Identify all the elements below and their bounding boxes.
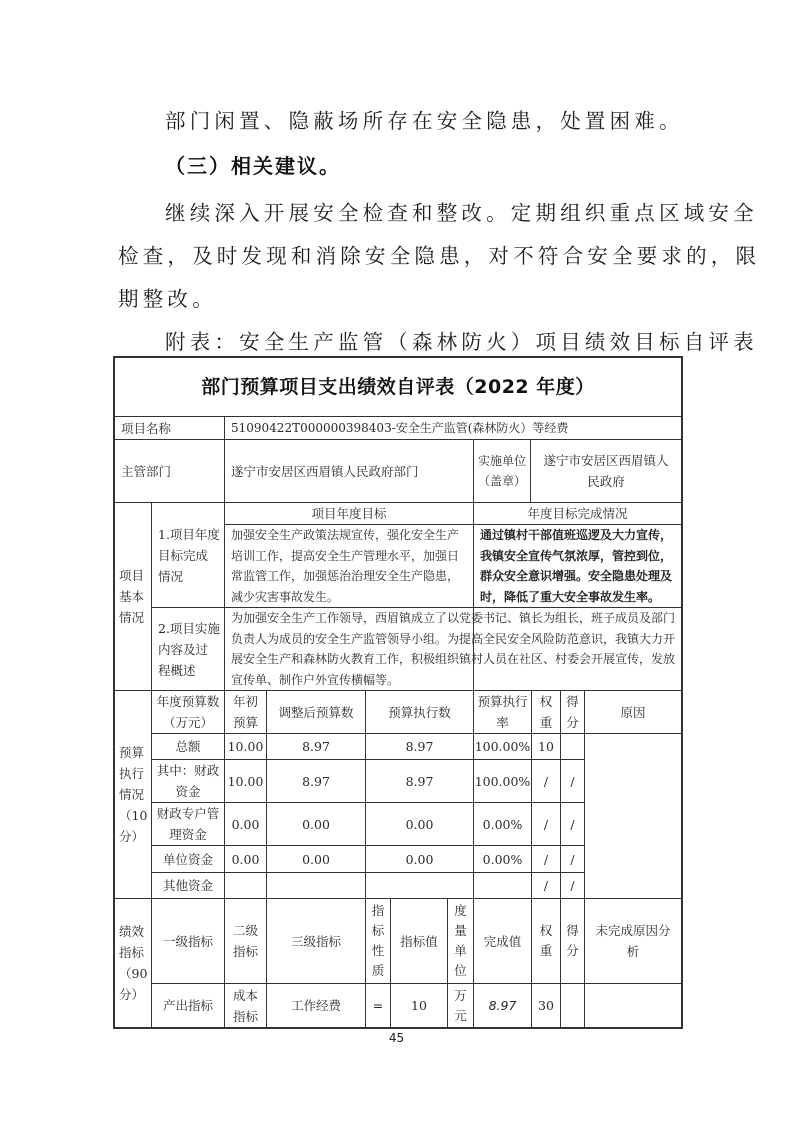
budget-header-cell: 预算执行数 bbox=[388, 704, 451, 720]
performance-header-cell: 完成值 bbox=[483, 933, 522, 949]
budget-cell-rate bbox=[474, 873, 531, 898]
budget-cell-initial: 10.00 bbox=[227, 739, 264, 754]
budget-cell-rate: 100.00% bbox=[474, 739, 531, 754]
dept-label: 主管部门 bbox=[121, 463, 172, 479]
budget-cell-adjusted: 0.00 bbox=[302, 816, 330, 832]
budget-cell-adjusted: 8.97 bbox=[302, 773, 330, 789]
completion-header: 年度目标完成情况 bbox=[527, 506, 628, 521]
budget-cell-executed bbox=[366, 873, 473, 898]
budget-cell-executed: 0.00 bbox=[405, 816, 434, 832]
budget-cell-name: 总额 bbox=[175, 739, 201, 754]
item2-text: 为加强安全生产工作领导，西眉镇成立了以党委书记、镇长为组长，班子成员及部门负责人为成员的安全生产监管领导小组。为提高全民安全风险防范意识，我镇大力开展安全生产和森林防火教育工作，积极组织镇村人员在社区、村委会开展宣传，发放宣传单、制作户外宣传横幅等。 bbox=[231, 611, 676, 687]
budget-section-label: 预算执行情况（10分） bbox=[119, 745, 148, 844]
budget-cell-adjusted: 0.00 bbox=[302, 851, 330, 867]
performance-cell-nature: = bbox=[372, 997, 384, 1013]
budget-header-cell: 原因 bbox=[620, 704, 646, 720]
budget-cell-rate: 100.00% bbox=[474, 773, 531, 789]
budget-cell-executed: 8.97 bbox=[405, 739, 434, 754]
dept-value: 遂宁市安居区西眉镇人民政府部门 bbox=[231, 463, 419, 479]
performance-cell-level1: 产出指标 bbox=[162, 998, 213, 1013]
budget-cell-score: / bbox=[570, 851, 575, 867]
body-paragraph-line: 检查，及时发现和消除安全隐患，对不符合安全要求的，限 bbox=[118, 244, 761, 268]
page-number: 45 bbox=[388, 1031, 405, 1045]
budget-header-cell: 得分 bbox=[566, 694, 579, 730]
item1-goal: 加强安全生产政策法规宣传，强化安全生产培训工作，提高安全生产管理水平，加强日常监管工作，加强惩治治理安全生产隐患，减少灾害事故发生。 bbox=[231, 528, 460, 604]
performance-cell-level3: 工作经费 bbox=[290, 998, 341, 1013]
item1-completion: 通过镇村干部值班巡逻及大力宣传，我镇安全宣传气氛浓厚，管控到位，群众安全意识增强。安全隐患处理及时，降低了重大安全事故发生率。 bbox=[480, 528, 673, 604]
performance-header-cell: 指标性质 bbox=[371, 903, 385, 978]
performance-cell-actual: 8.97 bbox=[488, 998, 517, 1013]
table-border bbox=[681, 356, 683, 1029]
budget-cell-score bbox=[561, 734, 584, 759]
budget-cell-executed: 8.97 bbox=[405, 773, 434, 789]
performance-cell-score bbox=[561, 984, 584, 1027]
performance-cell-unit: 万元 bbox=[454, 987, 467, 1023]
impl-unit-value: 遂宁市安居区西眉镇人民政府 bbox=[543, 453, 669, 489]
project-name-label: 项目名称 bbox=[121, 420, 172, 436]
budget-header-cell: 年度预算数（万元） bbox=[156, 694, 220, 730]
budget-header-cell: 预算执行率 bbox=[477, 694, 528, 730]
impl-unit-label: 实施单位（盖章） bbox=[478, 454, 527, 488]
row-divider bbox=[584, 733, 683, 734]
performance-cell-level2: 成本指标 bbox=[232, 987, 258, 1024]
performance-header-cell: 得分 bbox=[566, 923, 579, 958]
budget-cell-name: 其中：财政资金 bbox=[156, 763, 220, 799]
performance-header-cell: 三级指标 bbox=[290, 933, 341, 949]
budget-header-cell: 年初预算 bbox=[232, 694, 258, 730]
performance-header-cell: 权重 bbox=[539, 923, 553, 958]
goal-header: 项目年度目标 bbox=[311, 506, 387, 521]
performance-header-cell: 未完成原因分析 bbox=[595, 923, 671, 959]
budget-header-cell: 权重 bbox=[539, 694, 553, 730]
budget-cell-score: / bbox=[570, 878, 575, 893]
budget-cell-adjusted bbox=[267, 873, 365, 898]
budget-cell-weight: / bbox=[543, 816, 549, 832]
budget-cell-initial: 10.00 bbox=[227, 773, 264, 789]
body-paragraph-line: 继续深入开展安全检查和整改。定期组织重点区域安全 bbox=[165, 201, 758, 225]
budget-cell-name: 财政专户管理资金 bbox=[156, 806, 220, 842]
budget-cell-initial: 0.00 bbox=[231, 851, 260, 867]
budget-cell-executed: 0.00 bbox=[405, 851, 434, 867]
performance-header-cell: 一级指标 bbox=[162, 933, 213, 949]
performance-header-cell: 度量单位 bbox=[454, 903, 467, 978]
budget-cell-score: / bbox=[570, 773, 575, 789]
performance-cell-reason bbox=[585, 984, 681, 1027]
budget-cell-weight: 10 bbox=[538, 739, 554, 754]
budget-header-cell: 调整后预算数 bbox=[278, 704, 354, 720]
table-title: 部门预算项目支出绩效自评表（2022 年度） bbox=[201, 375, 595, 398]
section-heading: （三）相关建议。 bbox=[165, 154, 341, 178]
body-paragraph-line: 部门闲置、隐蔽场所存在安全隐患，处置困难。 bbox=[165, 109, 684, 133]
budget-cell-weight: / bbox=[543, 851, 549, 867]
project-name-value: 51090422T000000398403-安全生产监管(森林防火）等经费 bbox=[231, 420, 569, 435]
performance-header-cell: 指标值 bbox=[400, 933, 438, 949]
budget-cell-name: 单位资金 bbox=[162, 851, 213, 867]
table-border bbox=[113, 1027, 683, 1029]
budget-cell-weight: / bbox=[543, 773, 549, 789]
item2-label: 2.项目实施内容及过程概述 bbox=[158, 620, 220, 678]
budget-cell-initial: 0.00 bbox=[231, 816, 260, 832]
body-paragraph-line: 期整改。 bbox=[118, 287, 217, 311]
performance-cell-weight: 30 bbox=[538, 997, 554, 1013]
budget-cell-adjusted: 8.97 bbox=[302, 739, 330, 754]
performance-cell-value: 10 bbox=[411, 998, 427, 1013]
budget-cell-name: 其他资金 bbox=[162, 878, 213, 893]
budget-cell-weight: / bbox=[543, 878, 549, 893]
budget-cell-rate: 0.00% bbox=[482, 851, 523, 867]
budget-cell-rate: 0.00% bbox=[482, 816, 523, 832]
basic-section-label: 项目基本情况 bbox=[119, 568, 145, 625]
budget-cell-score: / bbox=[570, 816, 575, 832]
performance-section-label: 绩效指标（90分） bbox=[119, 924, 148, 1002]
appendix-caption: 附表：安全生产监管（森林防火）项目绩效目标自评表 bbox=[165, 330, 758, 354]
performance-header-cell: 二级指标 bbox=[232, 923, 258, 959]
item1-label: 1.项目年度目标完成情况 bbox=[158, 526, 220, 584]
budget-cell-initial bbox=[225, 873, 266, 898]
